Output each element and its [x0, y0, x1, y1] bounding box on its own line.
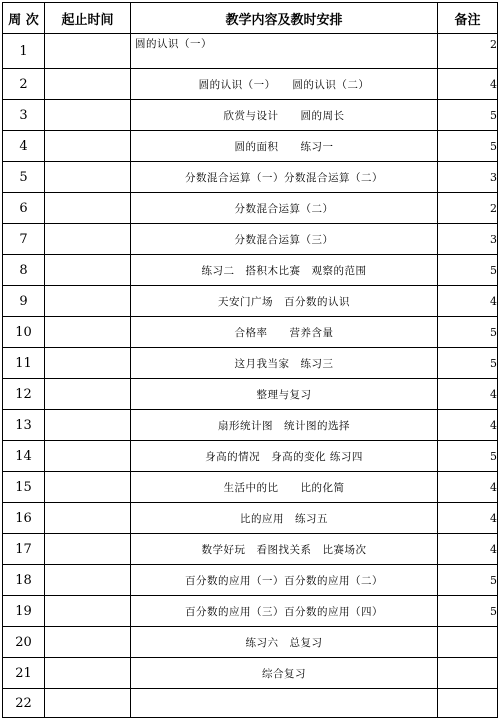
week-number-cell: 7: [3, 224, 45, 255]
date-range-cell: [45, 503, 131, 534]
week-number-cell: 2: [3, 69, 45, 100]
week-number-cell: 10: [3, 317, 45, 348]
lesson-content-cell: 生活中的比 比的化简: [131, 472, 438, 503]
date-range-cell: [45, 596, 131, 627]
lesson-content-cell: 天安门广场 百分数的认识: [131, 286, 438, 317]
table-row: [3, 627, 498, 658]
week-number-cell: 17: [3, 534, 45, 565]
date-range-cell: [45, 627, 131, 658]
lesson-content-cell: 圆的面积 练习一: [131, 131, 438, 162]
lesson-content-cell: 扇形统计图 统计图的选择: [131, 410, 438, 441]
note-cell: 4: [438, 503, 498, 534]
note-cell: 3: [438, 224, 498, 255]
note-cell: 4: [438, 69, 498, 100]
lesson-content-cell: 分数混合运算（三）: [131, 224, 438, 255]
table-row: [3, 193, 498, 224]
week-number-cell: 12: [3, 379, 45, 410]
week-number-cell: 11: [3, 348, 45, 379]
lesson-content-cell: 综合复习: [131, 658, 438, 689]
date-range-cell: [45, 410, 131, 441]
note-cell: 5: [438, 565, 498, 596]
note-cell: 4: [438, 410, 498, 441]
date-range-cell: [45, 100, 131, 131]
week-number-cell: 8: [3, 255, 45, 286]
header-week: 周 次: [3, 3, 45, 34]
lesson-content-cell: 整理与复习: [131, 379, 438, 410]
date-range-cell: [45, 565, 131, 596]
date-range-cell: [45, 534, 131, 565]
lesson-content-cell: 分数混合运算（二）: [131, 193, 438, 224]
date-range-cell: [45, 348, 131, 379]
note-cell: 4: [438, 379, 498, 410]
table-row: [3, 100, 498, 131]
note-cell: [438, 658, 498, 689]
note-cell: 5: [438, 441, 498, 472]
table-row: [3, 69, 498, 100]
week-number-cell: 4: [3, 131, 45, 162]
table-row: [3, 565, 498, 596]
table-row: [3, 410, 498, 441]
lesson-content-cell: 分数混合运算（一）分数混合运算（二）: [131, 162, 438, 193]
header-content: 教学内容及教时安排: [131, 3, 438, 34]
week-number-cell: 14: [3, 441, 45, 472]
note-cell: 2: [438, 193, 498, 224]
table-row: [3, 255, 498, 286]
week-number-cell: 13: [3, 410, 45, 441]
lesson-content-cell: 百分数的应用（三）百分数的应用（四）: [131, 596, 438, 627]
week-number-cell: 3: [3, 100, 45, 131]
table-row: [3, 162, 498, 193]
table-row: [3, 34, 498, 69]
lesson-content-cell: 比的应用 练习五: [131, 503, 438, 534]
header-row: [3, 3, 498, 34]
lesson-content-cell: [131, 689, 438, 718]
note-cell: 4: [438, 534, 498, 565]
week-number-cell: 21: [3, 658, 45, 689]
table-row: [3, 658, 498, 689]
note-cell: [438, 627, 498, 658]
note-cell: [438, 689, 498, 718]
table-row: [3, 379, 498, 410]
table-row: [3, 348, 498, 379]
table-row: [3, 596, 498, 627]
lesson-content-cell: 身高的情况 身高的变化 练习四: [131, 441, 438, 472]
lesson-content-cell: 合格率 营养含量: [131, 317, 438, 348]
table-row: [3, 224, 498, 255]
table-row: [3, 286, 498, 317]
note-cell: 4: [438, 286, 498, 317]
date-range-cell: [45, 441, 131, 472]
note-cell: 3: [438, 162, 498, 193]
week-number-cell: 16: [3, 503, 45, 534]
lesson-content-cell: 圆的认识（一）: [131, 34, 438, 69]
date-range-cell: [45, 689, 131, 718]
note-cell: 5: [438, 131, 498, 162]
table-row: [3, 689, 498, 718]
date-range-cell: [45, 472, 131, 503]
table-row: [3, 472, 498, 503]
note-cell: 5: [438, 596, 498, 627]
date-range-cell: [45, 34, 131, 69]
note-cell: 4: [438, 472, 498, 503]
table-row: [3, 441, 498, 472]
table-row: [3, 131, 498, 162]
header-note: 备注: [438, 3, 498, 34]
note-cell: 2: [438, 34, 498, 69]
week-number-cell: 22: [3, 689, 45, 718]
week-number-cell: 5: [3, 162, 45, 193]
date-range-cell: [45, 658, 131, 689]
date-range-cell: [45, 379, 131, 410]
lesson-content-cell: 数学好玩 看图找关系 比赛场次: [131, 534, 438, 565]
lesson-content-cell: 练习二 搭积木比赛 观察的范围: [131, 255, 438, 286]
lesson-content-cell: 这月我当家 练习三: [131, 348, 438, 379]
date-range-cell: [45, 286, 131, 317]
week-number-cell: 18: [3, 565, 45, 596]
week-number-cell: 19: [3, 596, 45, 627]
date-range-cell: [45, 224, 131, 255]
table-body: [3, 34, 498, 718]
week-number-cell: 15: [3, 472, 45, 503]
date-range-cell: [45, 162, 131, 193]
lesson-content-cell: 圆的认识（一） 圆的认识（二）: [131, 69, 438, 100]
table-row: [3, 503, 498, 534]
table-row: [3, 317, 498, 348]
date-range-cell: [45, 193, 131, 224]
note-cell: 5: [438, 317, 498, 348]
lesson-content-cell: 百分数的应用（一）百分数的应用（二）: [131, 565, 438, 596]
note-cell: 5: [438, 348, 498, 379]
header-time: 起止时间: [45, 3, 131, 34]
week-number-cell: 1: [3, 34, 45, 69]
lesson-content-cell: 欣赏与设计 圆的周长: [131, 100, 438, 131]
note-cell: 5: [438, 255, 498, 286]
teaching-schedule-table: [2, 2, 498, 718]
date-range-cell: [45, 255, 131, 286]
week-number-cell: 20: [3, 627, 45, 658]
week-number-cell: 6: [3, 193, 45, 224]
note-cell: 5: [438, 100, 498, 131]
week-number-cell: 9: [3, 286, 45, 317]
lesson-content-cell: 练习六 总复习: [131, 627, 438, 658]
table-row: [3, 534, 498, 565]
date-range-cell: [45, 131, 131, 162]
date-range-cell: [45, 317, 131, 348]
date-range-cell: [45, 69, 131, 100]
